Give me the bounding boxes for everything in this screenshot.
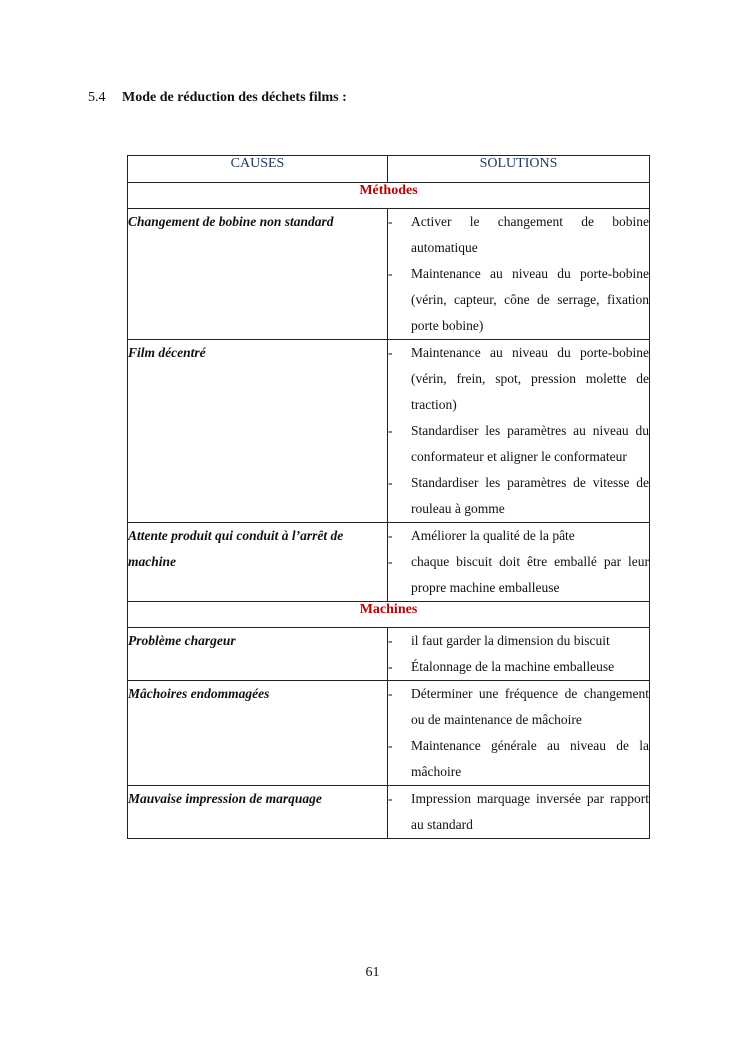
solutions-cell [388,523,650,602]
section-title: Méthodes [128,183,650,209]
list-item [388,340,649,418]
solutions-cell [388,209,650,340]
section-row [128,183,650,209]
section-heading [88,89,347,107]
solution-text: Maintenance générale au niveau de la mâchoire [411,738,649,779]
solutions-cell [388,786,650,839]
table-row [128,209,650,340]
table-row [128,523,650,602]
list-item [388,628,649,654]
solution-text: Déterminer une fréquence de changement ou de maintenance de mâchoire [411,686,649,727]
solution-text: Améliorer la qualité de la pâte [411,528,575,543]
table-row [128,628,650,681]
list-item [388,209,649,261]
cause-cell: Attente produit qui conduit à l’arrêt de machine [128,523,388,602]
causes-solutions-table [127,155,650,839]
header-solutions: SOLUTIONS [388,156,650,183]
table-row [128,681,650,786]
section-title: Mode de réduction des déchets films : [122,90,347,105]
table-row [128,340,650,523]
solutions-cell [388,340,650,523]
section-title: Machines [128,602,650,628]
list-item [388,654,649,680]
solution-text: Activer le changement de bobine automatique [411,214,649,255]
bullet-dash: - [388,738,393,753]
bullet-dash: - [388,266,393,281]
bullet-dash: - [388,686,393,701]
bullet-dash: - [388,659,393,674]
section-number: 5.4 [88,90,106,105]
bullet-dash: - [388,345,393,360]
list-item [388,418,649,470]
solution-text: Maintenance au niveau du porte-bobine (vérin, capteur, cône de serrage, fixation porte bobine) [411,266,649,333]
list-item [388,549,649,601]
bullet-dash: - [388,475,393,490]
header-row [128,156,650,183]
cause-cell: Changement de bobine non standard [128,209,388,340]
bullet-dash: - [388,791,393,806]
cause-cell: Film décentré [128,340,388,523]
solution-text: Étalonnage de la machine emballeuse [411,659,615,674]
list-item [388,470,649,522]
cause-cell: Mauvaise impression de marquage [128,786,388,839]
solution-text: chaque biscuit doit être emballé par leur propre machine emballeuse [411,554,649,595]
section-row [128,602,650,628]
bullet-dash: - [388,214,393,229]
solutions-cell [388,628,650,681]
solution-text: Standardiser les paramètres de vitesse de rouleau à gomme [411,475,649,516]
bullet-dash: - [388,423,393,438]
list-item [388,261,649,339]
list-item [388,523,649,549]
bullet-dash: - [388,633,393,648]
page-number: 61 [365,965,380,980]
cause-cell: Mâchoires endommagées [128,681,388,786]
solution-text: Maintenance au niveau du porte-bobine (vérin, frein, spot, pression molette de traction) [411,345,649,412]
list-item [388,786,649,838]
list-item [388,733,649,785]
cause-cell: Problème chargeur [128,628,388,681]
header-causes: CAUSES [128,156,388,183]
bullet-dash: - [388,554,393,569]
solution-text: Impression marquage inversée par rapport au standard [411,791,649,832]
list-item [388,681,649,733]
table-body [128,183,650,839]
solution-text: il faut garder la dimension du biscuit [411,633,610,648]
solutions-cell [388,681,650,786]
bullet-dash: - [388,528,393,543]
solution-text: Standardiser les paramètres au niveau du conformateur et aligner le conformateur [411,423,649,464]
table-row [128,786,650,839]
